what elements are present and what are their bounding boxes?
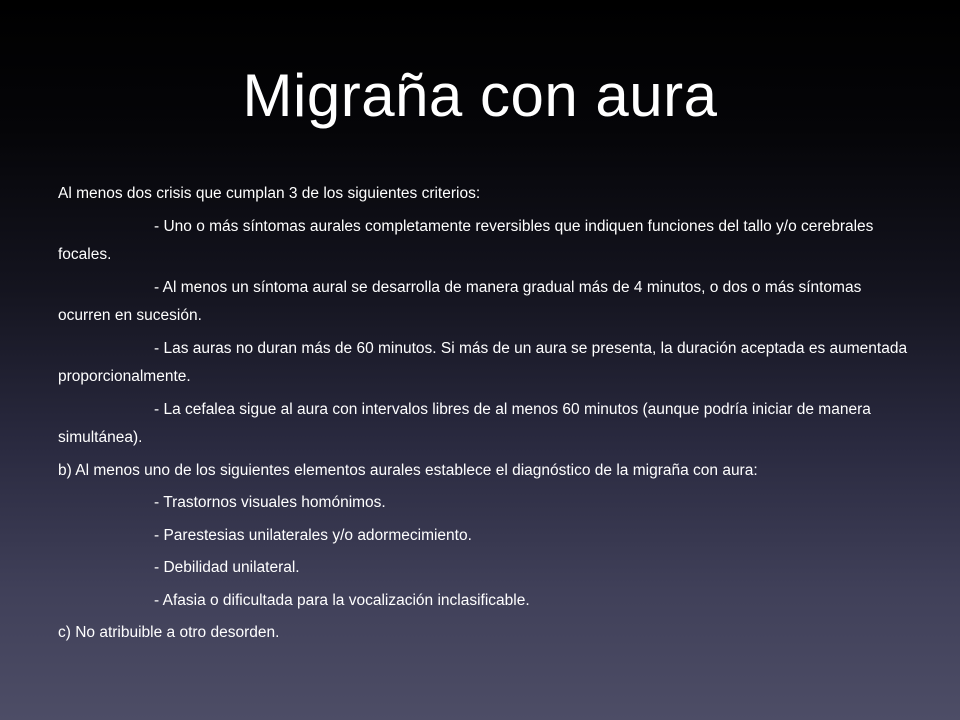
aural-element-item: - Debilidad unilateral. [154,559,300,576]
slide-title: Migraña con aura [242,62,718,129]
aural-element-item: - Trastornos visuales homónimos. [154,494,386,511]
aural-element-item: - Parestesias unilaterales y/o adormecimiento. [154,526,472,544]
slide-body [58,180,910,652]
criterion-item: - Uno o más síntomas aurales completamente reversibles que indiquen funciones del tallo y/o cerebrales focales. [58,217,874,263]
section-b-text: b) Al menos uno de los siguientes elementos aurales establece el diagnóstico de la migraña con aura: [58,461,758,479]
aural-element-item: - Afasia o dificultada para la vocalización inclasificable. [154,591,530,609]
criterion-item: - Al menos un síntoma aural se desarrolla de manera gradual más de 4 minutos, o dos o más síntomas ocurren en sucesión. [58,278,862,324]
criterion-item: - La cefalea sigue al aura con intervalos libres de al menos 60 minutos (aunque podría iniciar de manera simultánea). [58,400,871,446]
criterion-item: - Las auras no duran más de 60 minutos. Si más de un aura se presenta, la duración aceptada es aumentada proporcionalmente. [58,339,908,385]
section-c-text: c) No atribuible a otro desorden. [58,624,280,641]
intro-text: Al menos dos crisis que cumplan 3 de los siguientes criterios: [58,185,481,202]
